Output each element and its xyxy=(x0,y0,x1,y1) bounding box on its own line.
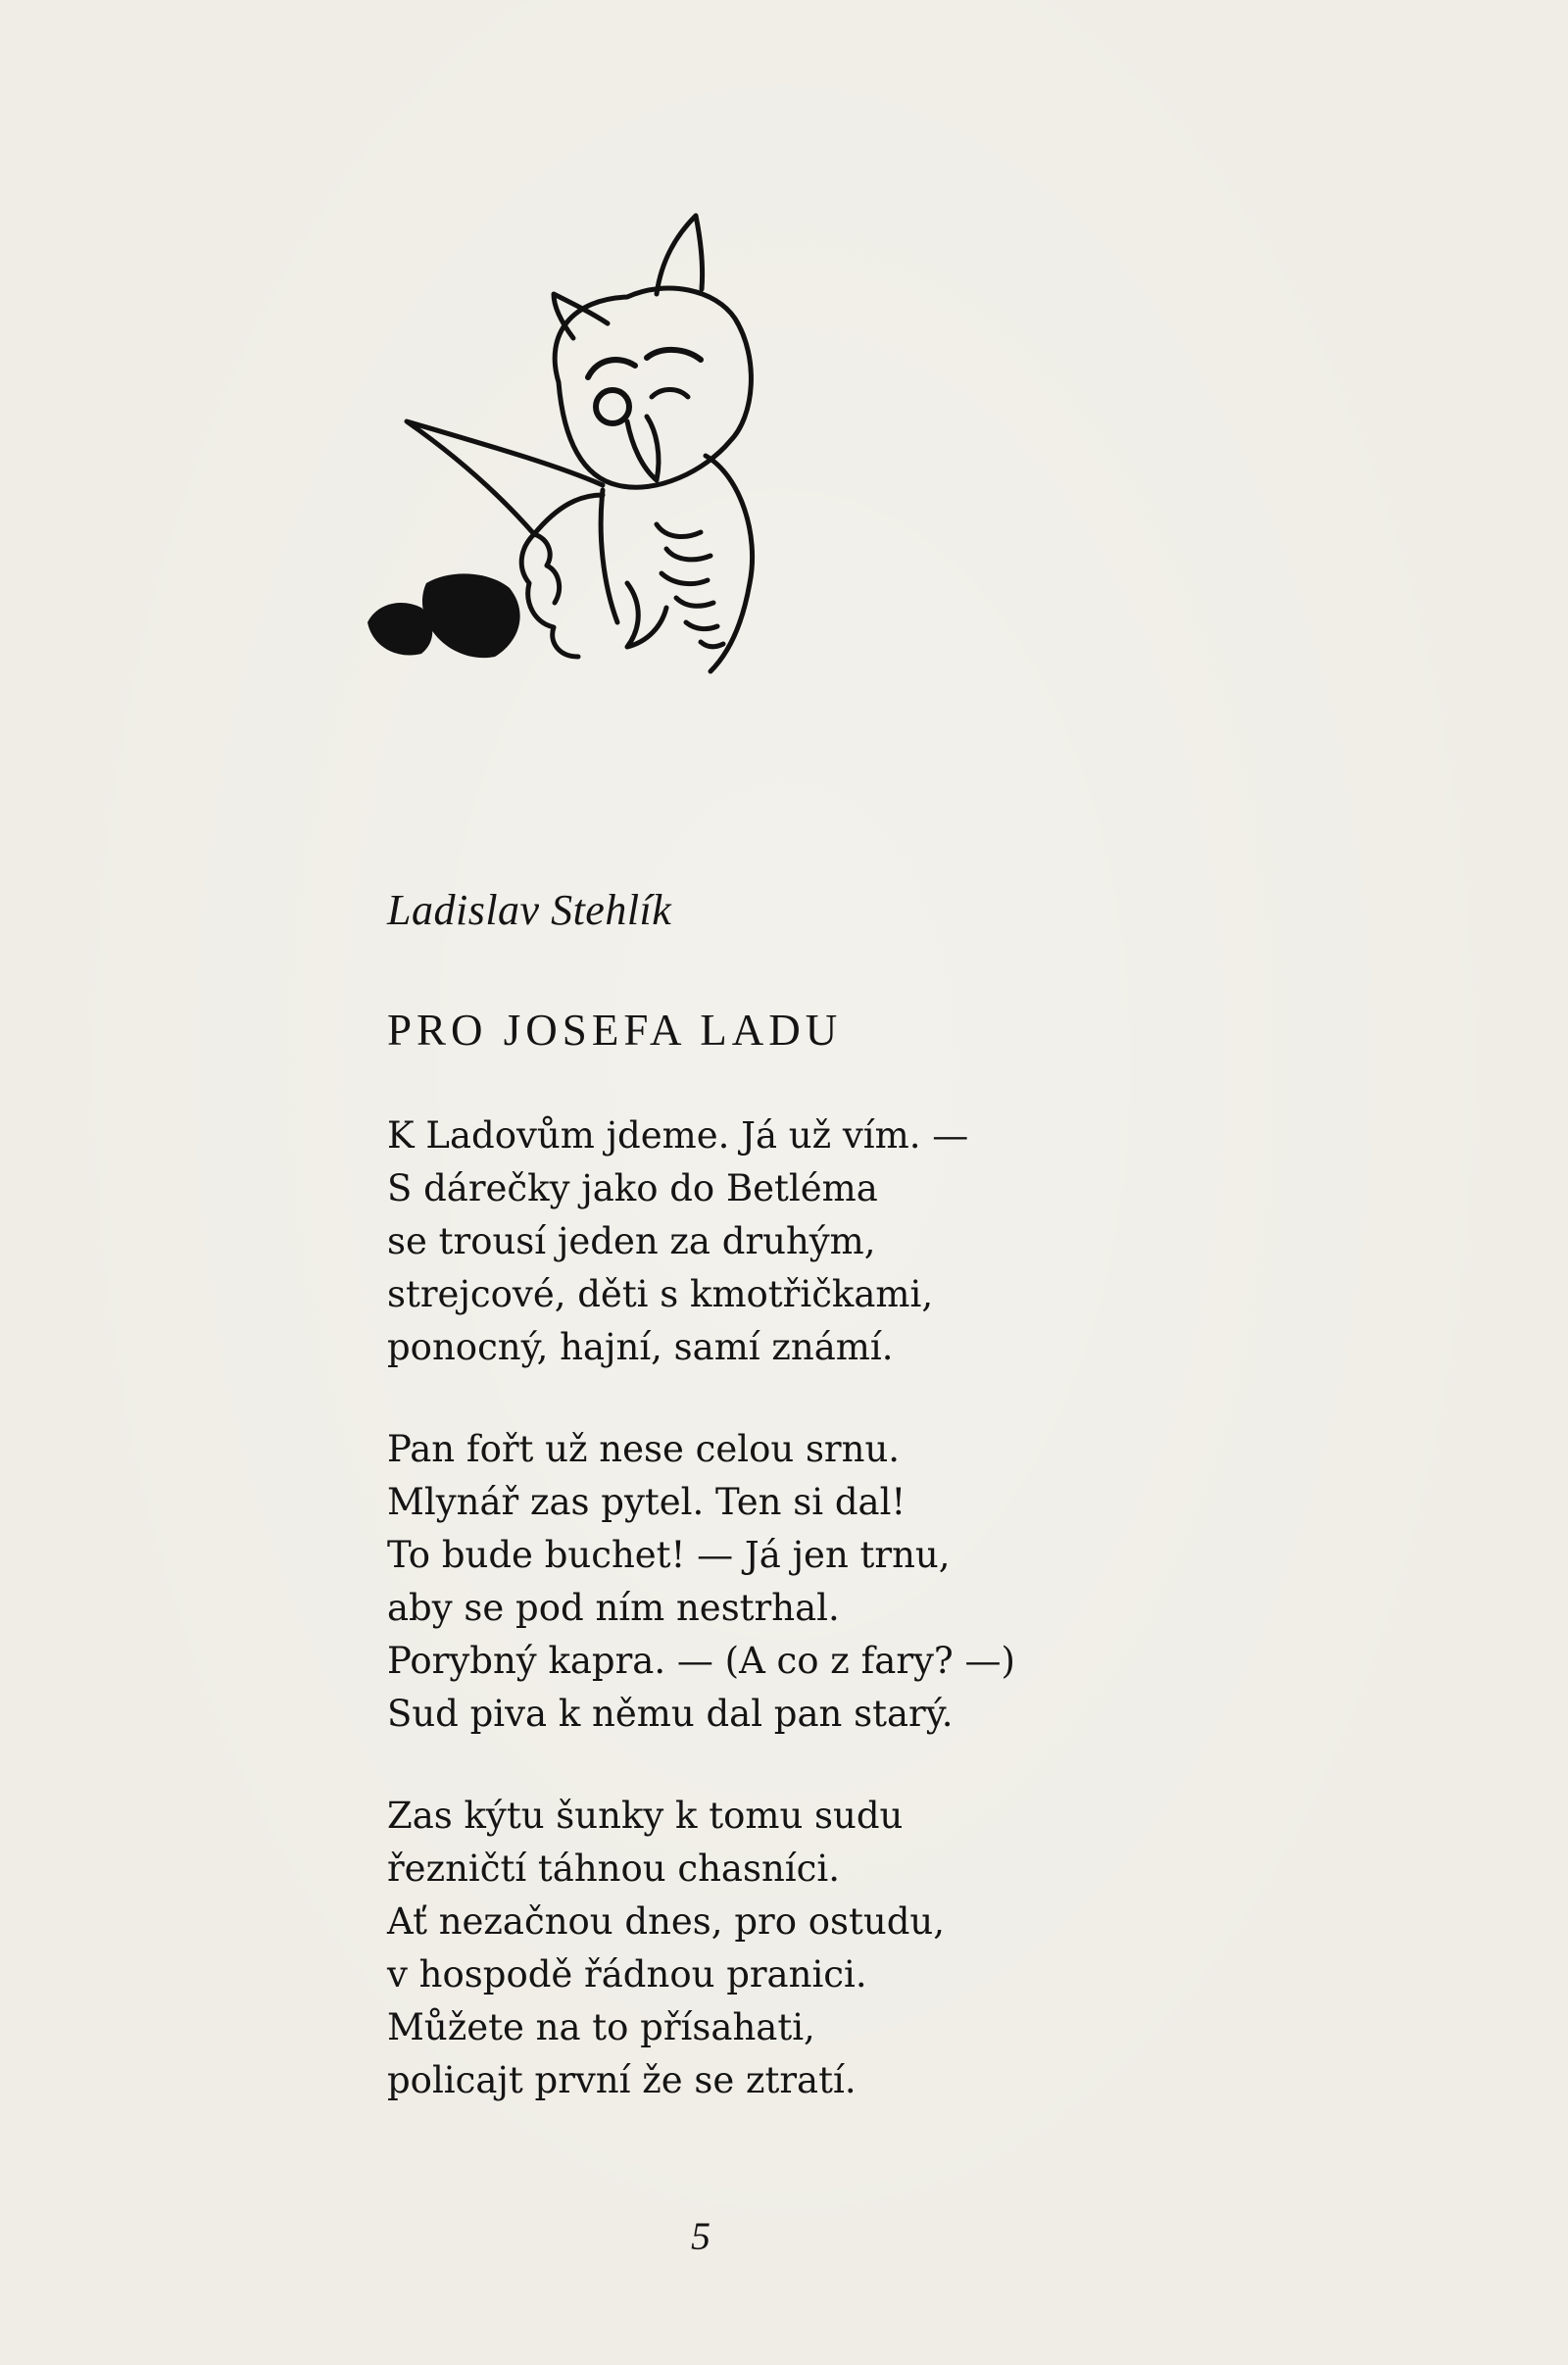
poem-line: S dárečky jako do Betléma xyxy=(387,1167,878,1209)
poem-line: Sud piva k němu dal pan starý. xyxy=(387,1693,954,1735)
poem-line: Pan fořt už nese celou srnu. xyxy=(387,1428,901,1470)
poem-body xyxy=(387,1109,1367,2156)
poem-line: Můžete na to přísahati, xyxy=(387,2006,815,2048)
poem-line: řezničtí táhnou chasníci. xyxy=(387,1848,840,1890)
stanza xyxy=(387,1109,1367,1374)
author-name: Ladislav Stehlík xyxy=(387,886,672,934)
poem-line: se trousí jeden za druhým, xyxy=(387,1220,876,1262)
poem-line: ponocný, hajní, samí známí. xyxy=(387,1326,894,1368)
poem-line: To bude buchet! — Já jen trnu, xyxy=(387,1534,951,1576)
owl-pointing-icon xyxy=(363,211,1049,691)
poem-title: PRO JOSEFA LADU xyxy=(387,1006,843,1055)
stanza xyxy=(387,1423,1367,1741)
stanza xyxy=(387,1790,1367,2107)
page-number: 5 xyxy=(691,2214,710,2258)
poem-line: v hospodě řádnou pranici. xyxy=(387,1953,867,1995)
poem-line: policajt první že se ztratí. xyxy=(387,2059,857,2101)
poem-line: Mlynář zas pytel. Ten si dal! xyxy=(387,1481,906,1523)
poem-line: Porybný kapra. — (A co z fary? —) xyxy=(387,1640,1015,1682)
poem-line: aby se pod ním nestrhal. xyxy=(387,1587,840,1629)
poem-line: strejcové, děti s kmotřičkami, xyxy=(387,1273,934,1315)
poem-line: Ať nezačnou dnes, pro ostudu, xyxy=(387,1900,945,1943)
poem-line: Zas kýtu šunky k tomu sudu xyxy=(387,1795,904,1837)
poem-line: K Ladovům jdeme. Já už vím. — xyxy=(387,1114,969,1157)
